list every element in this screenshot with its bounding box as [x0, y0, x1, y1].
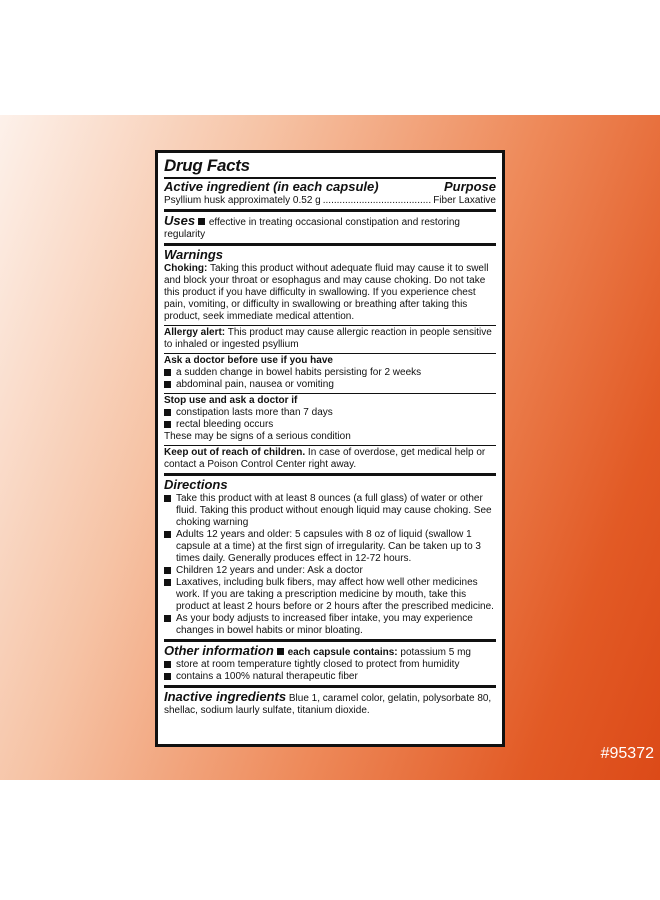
list-item: [164, 613, 496, 637]
list-item: [164, 379, 496, 391]
list-item: [164, 577, 496, 613]
ingredient-line: [164, 195, 496, 207]
other-information-section: [164, 642, 496, 685]
list-item: [164, 367, 496, 379]
purpose-heading: Purpose: [443, 179, 496, 194]
inactive-ingredients-text: Blue 1, caramel color, gelatin, polysorbate 80, shellac, sodium laurly sulfate, titanium dioxide.: [164, 693, 492, 716]
allergy-label: Allergy alert:: [164, 327, 226, 338]
bullet-square-icon: [164, 673, 171, 680]
active-ingredient-heading: Active ingredient (in each capsule): [164, 179, 379, 194]
keep-out-of-reach: [164, 446, 496, 473]
list-item: [164, 493, 496, 529]
warnings-heading: Warnings: [164, 247, 223, 262]
list-item: [164, 565, 496, 577]
inactive-ingredients-section: [164, 688, 496, 719]
choking-label: Choking:: [164, 263, 208, 274]
uses-section: [164, 212, 496, 243]
keep-out-label: Keep out of reach of children.: [164, 447, 306, 458]
keep-out-text: In case of overdose, get medical help or contact a Poison Control Center right away.: [164, 447, 486, 470]
bullet-square-icon: [164, 369, 171, 376]
allergy-text: This product may cause allergic reaction in people sensitive to inhaled or ingested psyllium: [164, 327, 492, 350]
bullet-square-icon: [164, 495, 171, 502]
list-item: [164, 419, 496, 431]
bullet-square-icon: [164, 531, 171, 538]
bullet-square-icon: [164, 567, 171, 574]
choking-text: Taking this product without adequate fluid may cause it to swell and block your throat or esophagus and may cause choking. Do not take this product if you have difficulty in swallowing. If you experience chest pain, vomiting, or difficulty in swallowing or breathing after taking this product, seek immediate medical attention.: [164, 263, 489, 322]
bullet-square-icon: [164, 579, 171, 586]
stop-use-heading: Stop use and ask a doctor if: [164, 395, 298, 406]
drug-facts-panel: [155, 150, 505, 747]
sku-number: #95372: [600, 745, 654, 762]
warnings-section: [164, 246, 496, 325]
bullet-square-icon: [164, 409, 171, 416]
uses-text: effective in treating occasional constipation and restoring regularity: [164, 217, 460, 240]
allergy-alert: [164, 326, 496, 353]
choking-warning: [164, 263, 496, 323]
ingredient-purpose: Fiber Laxative: [433, 195, 496, 206]
drug-facts-title: Drug Facts: [164, 156, 250, 175]
bullet-square-icon: [277, 648, 284, 655]
direction-item: Adults 12 years and older: 5 capsules with 8 oz of liquid (swallow 1 capsule at a time) at the first sign of irregularity. Can be taken up to 3 times daily. Generally produces effect in 12-72 hours.: [176, 529, 481, 564]
direction-item: Take this product with at least 8 ounces (a full glass) of water or other fluid. Taking this product without enough liquid may cause choking. See choking warning: [176, 493, 492, 528]
stop-use-section: [164, 394, 496, 445]
bullet-square-icon: [198, 218, 205, 225]
leader-dots: [323, 195, 431, 207]
direction-item: As your body adjusts to increased fiber intake, you may experience changes in bowel habits or minor bloating.: [176, 613, 473, 636]
stop-use-item: constipation lasts more than 7 days: [176, 407, 333, 418]
directions-section: [164, 476, 496, 639]
inactive-ingredients-heading: Inactive ingredients: [164, 689, 287, 704]
list-item: [164, 671, 496, 683]
list-item: [164, 659, 496, 671]
ask-doctor-section: [164, 354, 496, 393]
bullet-square-icon: [164, 381, 171, 388]
other-info-item: contains a 100% natural therapeutic fiber: [176, 671, 358, 682]
direction-item: Children 12 years and under: Ask a doctor: [176, 565, 363, 576]
bullet-square-icon: [164, 421, 171, 428]
list-item: [164, 407, 496, 419]
capsule-contains-text: potassium 5 mg: [400, 647, 471, 658]
ask-doctor-item: a sudden change in bowel habits persisting for 2 weeks: [176, 367, 422, 378]
ask-doctor-heading: Ask a doctor before use if you have: [164, 355, 333, 366]
directions-heading: Directions: [164, 477, 228, 492]
list-item: [164, 529, 496, 565]
ask-doctor-item: abdominal pain, nausea or vomiting: [176, 379, 334, 390]
active-ingredient-header: [164, 179, 496, 195]
stop-use-item: rectal bleeding occurs: [176, 419, 274, 430]
capsule-contains-label: each capsule contains:: [287, 647, 398, 658]
bullet-square-icon: [164, 661, 171, 668]
direction-item: Laxatives, including bulk fibers, may affect how well other medicines work. If you are taking a prescription medicine by mouth, take this product at least 2 hours before or 2 hours after the prescribed medicine.: [176, 577, 494, 612]
stop-use-note: These may be signs of a serious condition: [164, 431, 351, 442]
other-info-item: store at room temperature tightly closed to protect from humidity: [176, 659, 460, 670]
other-information-heading: Other information: [164, 643, 274, 658]
bullet-square-icon: [164, 615, 171, 622]
uses-heading: Uses: [164, 213, 196, 228]
ingredient-name: Psyllium husk approximately 0.52 g: [164, 195, 321, 206]
